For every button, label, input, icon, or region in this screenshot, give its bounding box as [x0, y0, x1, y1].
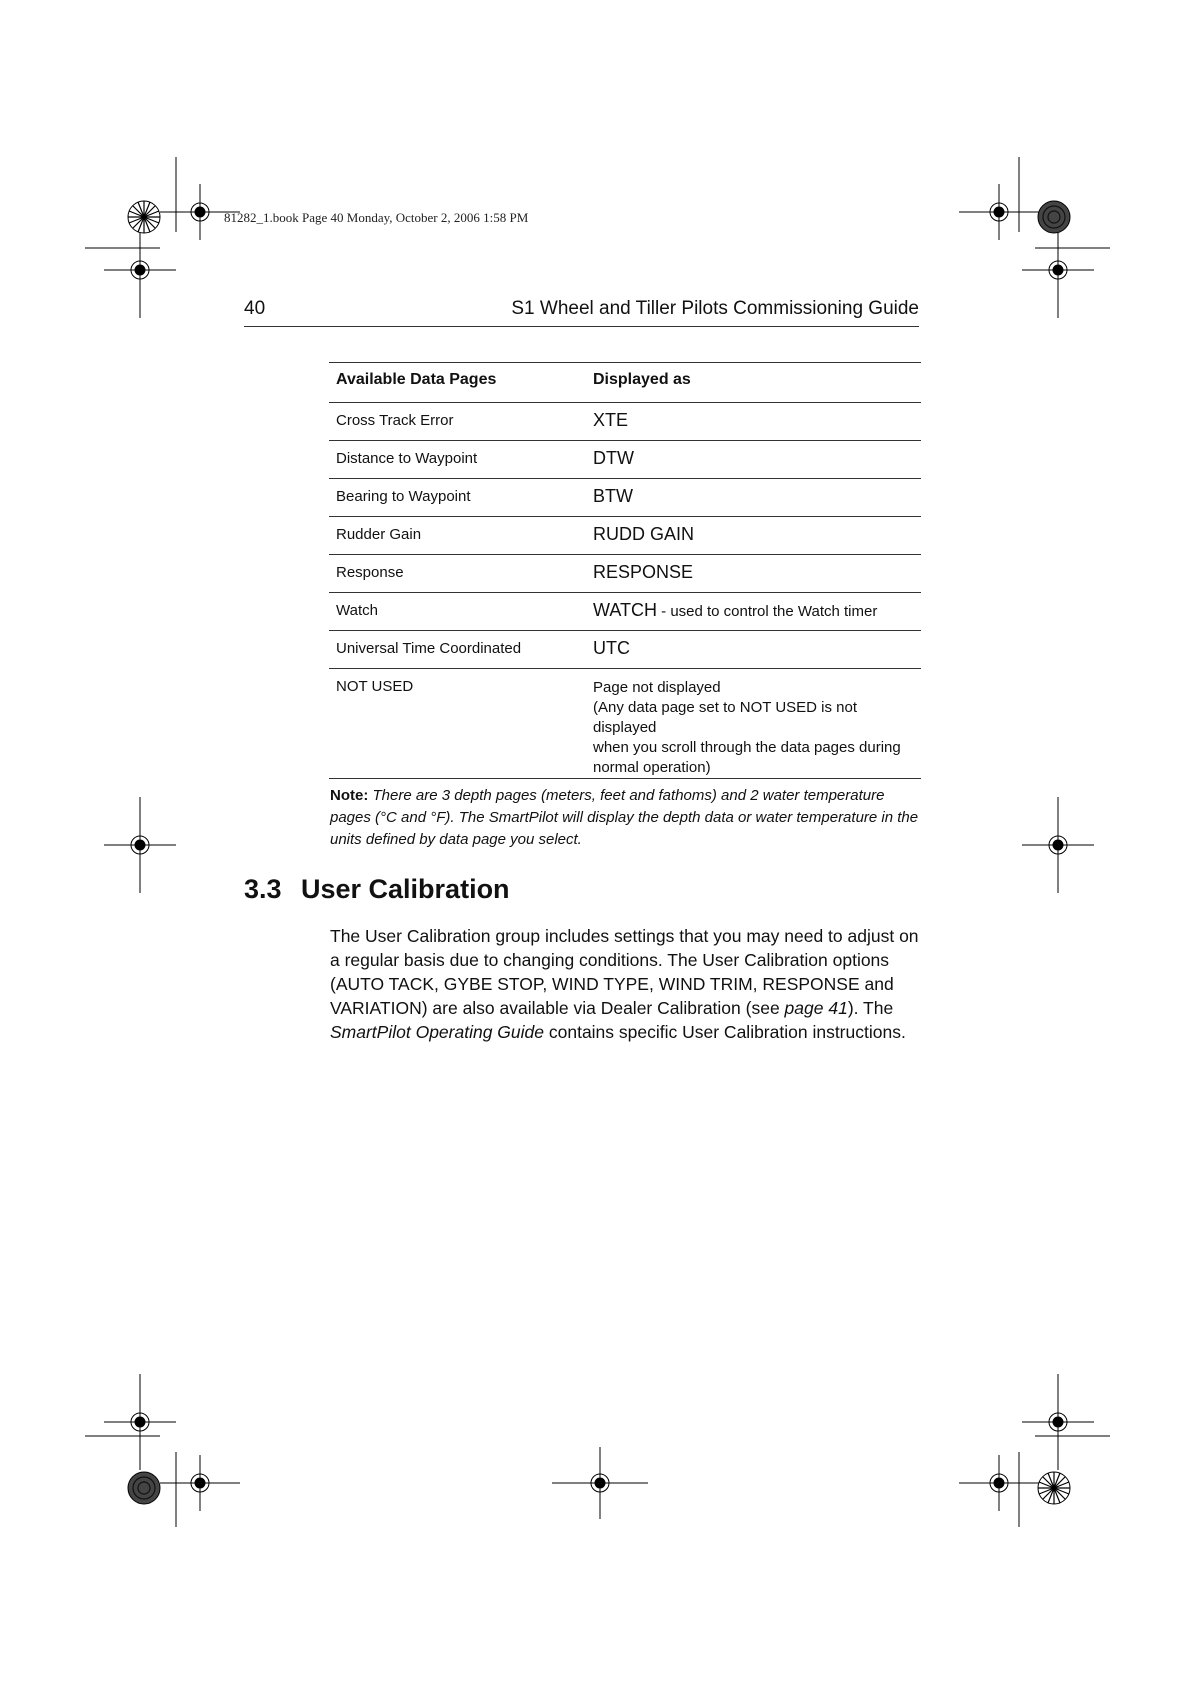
column-header: Available Data Pages: [329, 363, 586, 403]
note: Note: There are 3 depth pages (meters, feet and fathoms) and 2 water temperature pages (°C and °F). The SmartPilot will display the depth data or water temperature in the units defined by data page you select.: [330, 787, 919, 848]
data-page-name: Distance to Waypoint: [336, 450, 478, 467]
star-target-icon: [126, 1470, 162, 1506]
registration-mark-icon: [959, 1443, 1039, 1523]
table-row: [329, 479, 921, 517]
displayed-as: UTC: [593, 638, 630, 658]
column-header: Displayed as: [586, 363, 921, 403]
page-number: 40: [244, 298, 266, 319]
displayed-as: Page not displayed (Any data page set to NOT USED is not displayed when you scroll through the data pages during normal operation): [593, 679, 901, 776]
section-heading: [244, 874, 510, 905]
displayed-as: WATCH - used to control the Watch timer: [593, 600, 878, 620]
table-row: [329, 517, 921, 555]
registration-mark-icon: [1018, 795, 1098, 895]
registration-mark-icon: [160, 1443, 240, 1523]
running-header: [244, 298, 919, 327]
displayed-as: XTE: [593, 410, 629, 430]
data-page-name: NOT USED: [336, 678, 414, 695]
data-page-name: Universal Time Coordinated: [336, 640, 522, 657]
data-page-name: Rudder Gain: [336, 526, 422, 543]
registration-mark-icon: [550, 1443, 650, 1523]
star-target-icon: [1036, 1470, 1072, 1506]
page-reference-link[interactable]: page 41: [784, 998, 848, 1018]
data-page-name: Watch: [336, 602, 378, 619]
displayed-as: RUDD GAIN: [593, 524, 695, 544]
star-target-icon: [126, 199, 162, 235]
note-label: Note: [330, 787, 364, 804]
body-paragraph: The User Calibration group includes settings that you may need to adjust on a regular basis due to changing conditions. The User Calibration options (AUTO TACK, GYBE STOP, WIND TYPE, WIND TRIM, RESPONSE and VARIATION) are also available via Dealer Calibration (see page 41). The SmartPilot Operating Guide contains specific User Calibration instructions.: [330, 926, 919, 1042]
table-row: [329, 631, 921, 669]
data-page-name: Bearing to Waypoint: [336, 488, 471, 505]
table-row: [329, 593, 921, 631]
registration-mark-icon: [1018, 220, 1098, 320]
table-row: [329, 669, 921, 779]
displayed-as: RESPONSE: [593, 562, 694, 582]
displayed-as: DTW: [593, 448, 634, 468]
print-slug: 81282_1.book Page 40 Monday, October 2, 2006 1:58 PM: [224, 210, 529, 225]
table-header-row: [329, 363, 921, 403]
running-title: S1 Wheel and Tiller Pilots Commissioning Guide: [511, 298, 919, 319]
star-target-icon: [1036, 199, 1072, 235]
table-row: [329, 441, 921, 479]
table-row: [329, 403, 921, 441]
section-title: User Calibration: [301, 874, 510, 904]
registration-mark-icon: [100, 795, 180, 895]
section-number: 3.3: [244, 874, 282, 904]
displayed-as: BTW: [593, 486, 633, 506]
data-page-name: Response: [336, 564, 404, 581]
note-text: There are 3 depth pages (meters, feet and fathoms) and 2 water temperature pages (°C and °F). The SmartPilot will display the depth data or water temperature in the units defined by data page you select.: [330, 787, 919, 848]
data-pages-table: [329, 362, 921, 779]
table-row: [329, 555, 921, 593]
registration-mark-icon: [100, 220, 180, 320]
data-page-name: Cross Track Error: [336, 412, 454, 429]
guide-title: SmartPilot Operating Guide: [330, 1022, 544, 1042]
